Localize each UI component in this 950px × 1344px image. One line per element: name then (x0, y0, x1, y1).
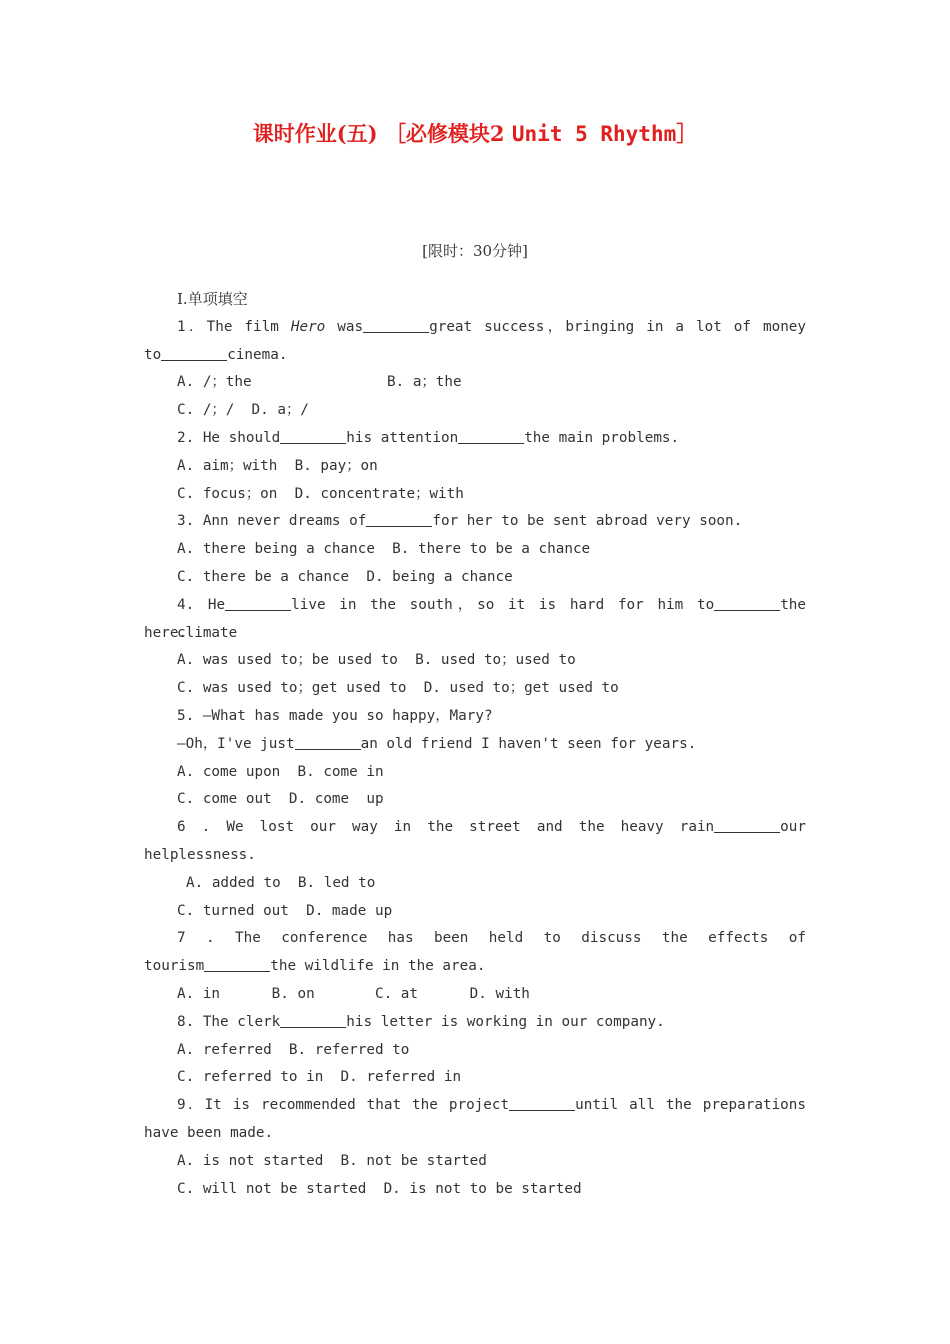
question-1-line-2: to cinema. (144, 342, 806, 370)
question-2: 2. He should his attention the main problems. (144, 425, 806, 453)
question-8-options-ab: A. referred B. referred to (177, 1041, 410, 1058)
question-2-options-ab: A. aim；with B. pay；on (177, 457, 378, 474)
answer-blank (458, 427, 524, 444)
exercise-body (144, 286, 806, 1203)
question-3: 3. Ann never dreams of for her to be sent abroad very soon. (144, 508, 806, 536)
question-8-options-cd: C. referred to in D. referred in (177, 1069, 462, 1086)
section-heading: Ⅰ.单项填空 (177, 290, 248, 308)
question-4-options-ab: A. was used to；be used to B. used to；used to (177, 652, 576, 669)
question-6-line-1: 6 . We lost our way in the street and the heavy rain our (144, 814, 806, 842)
answer-blank (225, 594, 291, 611)
answer-blank (714, 816, 780, 833)
question-7-options: A. in B. on C. at D. with (177, 985, 530, 1002)
question-7-line-2: tourism the wildlife in the area. (144, 953, 806, 981)
question-7-line-1: 7 . The conference has been held to discuss the effects of (177, 930, 806, 947)
answer-blank (204, 955, 270, 972)
film-title: Hero (290, 318, 326, 335)
answer-blank (366, 510, 432, 527)
question-1-options-cd: C. /；/ D. a；/ (177, 402, 309, 419)
question-1-options-ab: A. /；the B. a；the (177, 374, 462, 391)
answer-blank (295, 733, 361, 750)
question-5-line-1: 5. —What has made you so happy，Mary? (177, 707, 493, 724)
answer-blank (714, 594, 780, 611)
question-9-options-cd: C. will not be started D. is not to be started (177, 1180, 582, 1197)
question-4-options-cd: C. was used to；get used to D. used to；get used to (177, 680, 619, 697)
question-6-line-2: helplessness. (144, 846, 256, 863)
question-5-options-ab: A. come upon B. come in (177, 763, 384, 780)
page-title (0, 118, 950, 148)
question-5-options-cd: C. come out D. come up (177, 791, 384, 808)
answer-blank (280, 1011, 346, 1028)
title-unit: Unit 5 Rhythm］ (511, 122, 698, 146)
answer-blank (161, 344, 227, 361)
answer-blank (363, 316, 429, 333)
question-8: 8. The clerk his letter is working in our company. (144, 1009, 806, 1037)
question-2-options-cd: C. focus；on D. concentrate；with (177, 485, 464, 502)
question-6-options-cd: C. turned out D. made up (177, 902, 393, 919)
question-9-line-1: 9．It is recommended that the project until all the preparations (144, 1092, 806, 1120)
question-9-options-ab: A. is not started B. not be started (177, 1152, 487, 1169)
question-3-options-cd: C. there be a chance D. being a chance (177, 568, 513, 585)
question-5-line-2: —Oh，I've just an old friend I haven't seen for years. (144, 731, 806, 759)
question-3-options-ab: A. there being a chance B. there to be a chance (177, 541, 591, 558)
title-main: 课时作业(五) (252, 121, 378, 146)
title-module: ［必修模块2 (384, 121, 505, 146)
time-limit: [限时：30分钟] (422, 242, 528, 260)
question-1-line-1: 1．The film Hero was great success，bringing in a lot of money (144, 314, 806, 342)
question-4-line-1: 4. He live in the south，so it is hard for him to the climate (144, 592, 806, 620)
question-4-line-2: here. (144, 624, 188, 641)
question-9-line-2: have been made. (144, 1124, 274, 1141)
answer-blank (509, 1094, 575, 1111)
question-6-options-ab: A. added to B. led to (186, 874, 376, 891)
answer-blank (280, 427, 346, 444)
